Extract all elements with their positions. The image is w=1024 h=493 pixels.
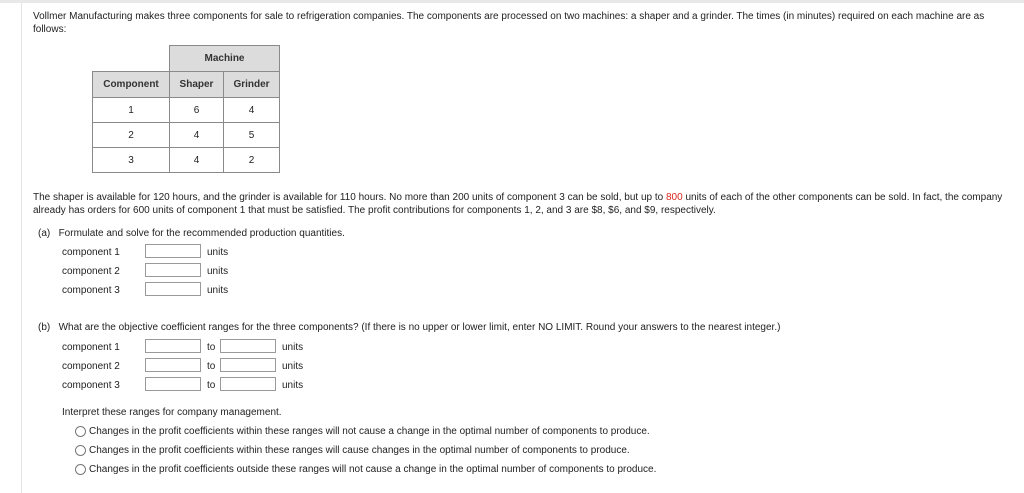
table-corner [93,46,170,72]
part-b-label-1: component 1 [62,342,120,353]
unit-label: units [282,380,304,391]
unit-label: units [282,361,304,372]
to-label: to [207,361,216,372]
part-a-label-3: component 3 [62,285,120,296]
highlighted-value: 800 [665,192,683,203]
to-label: to [207,380,216,391]
unit-label: units [207,285,229,296]
part-a-question: (a) Formulate and solve for the recommended production quantities. [38,228,345,239]
part-b-question: (b) What are the objective coefficient ranges for the three components? (If there is no upper or lower limit, enter NO LIMIT. Round your answers to the nearest integer.) [38,322,781,333]
table-row [93,148,280,173]
part-a-label-1: component 1 [62,247,120,258]
table-row [93,98,280,123]
option-radio-3[interactable] [75,464,86,475]
machine-times-table [92,45,280,173]
part-b-component-1-high-input[interactable] [220,339,276,353]
part-b-component-2-high-input[interactable] [220,358,276,372]
table-cell: 4 [224,98,280,123]
table-header-grinder: Grinder [224,72,280,98]
option-label-3[interactable]: Changes in the profit coefficients outside these ranges will not cause a change in the optimal number of components to produce. [89,464,657,475]
unit-label: units [207,247,229,258]
table-cell: 2 [224,148,280,173]
table-row [93,123,280,148]
table-header-shaper: Shaper [170,72,224,98]
unit-label: units [282,342,304,353]
table-cell: 4 [170,123,224,148]
table-cell: 4 [170,148,224,173]
part-b-component-2-low-input[interactable] [145,358,201,372]
table-cell: 1 [93,98,170,123]
part-a-label-2: component 2 [62,266,120,277]
part-b-label-3: component 3 [62,380,120,391]
option-radio-2[interactable] [75,445,86,456]
part-b-component-3-low-input[interactable] [145,377,201,391]
part-a-component-2-input[interactable] [145,263,201,277]
table-group-header: Machine [170,46,280,72]
part-b-component-3-high-input[interactable] [220,377,276,391]
part-a-component-1-input[interactable] [145,244,201,258]
constraints-paragraph: The shaper is available for 120 hours, and the grinder is available for 110 hours. No more than 200 units of component 3 can be sold, but up to 800 units of each of the other components can be sold. In fact, the company already has orders for 600 units of component 1 that must be satisfied. The profit contributions for components 1, 2, and 3 are $8, $6, and $9, respectively. [33,192,1003,216]
option-label-1[interactable]: Changes in the profit coefficients within these ranges will not cause a change in the optimal number of components to produce. [89,426,650,437]
table-header-component: Component [93,72,170,98]
intro-text: Vollmer Manufacturing makes three components for sale to refrigeration companies. The components are processed on two machines: a shaper and a grinder. The times (in minutes) required on each machine are as follows: [33,11,985,35]
unit-label: units [207,266,229,277]
table-cell: 5 [224,123,280,148]
part-b-label-2: component 2 [62,361,120,372]
to-label: to [207,342,216,353]
top-border [0,0,1024,3]
interpret-prompt: Interpret these ranges for company management. [62,407,282,418]
table-cell: 6 [170,98,224,123]
part-a-component-3-input[interactable] [145,282,201,296]
table-cell: 2 [93,123,170,148]
table-cell: 3 [93,148,170,173]
option-label-2[interactable]: Changes in the profit coefficients within these ranges will cause changes in the optimal number of components to produce. [89,445,630,456]
option-radio-1[interactable] [75,426,86,437]
left-border [21,3,22,493]
part-b-component-1-low-input[interactable] [145,339,201,353]
